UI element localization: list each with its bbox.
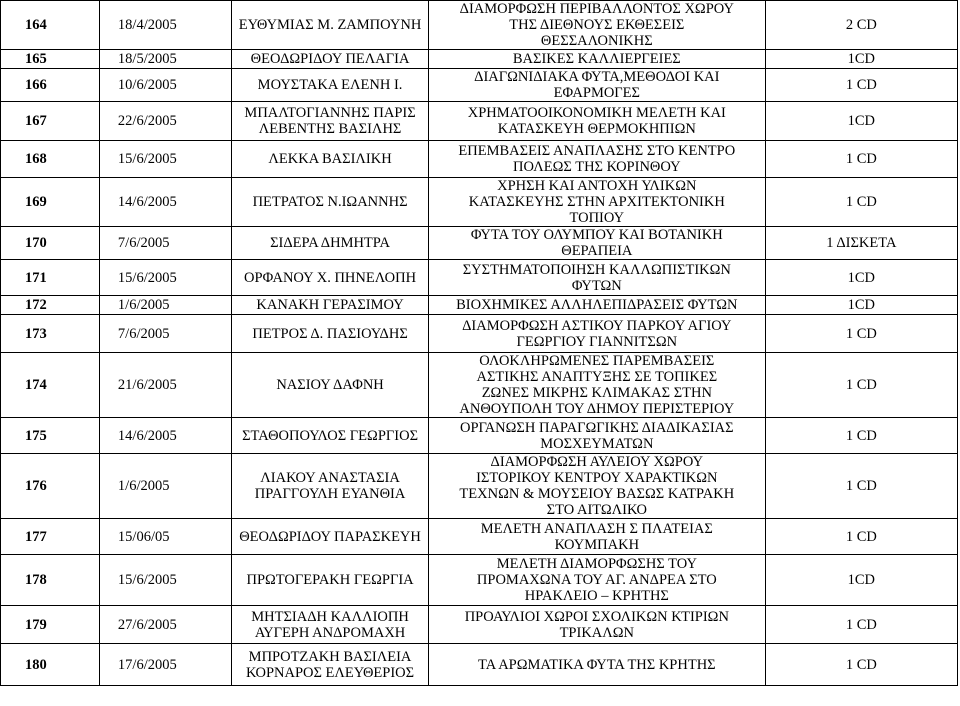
thesis-title-line: ΜΕΛΕΤΗ ΑΝΑΠΛΑΣΗ Σ ΠΛΑΤΕΙΑΣ xyxy=(480,520,713,537)
student-names xyxy=(232,141,429,178)
media-type: 1CD xyxy=(765,102,957,141)
media-type: 1CD xyxy=(765,555,957,606)
row-number: 180 xyxy=(1,644,100,686)
row-date: 14/6/2005 xyxy=(99,178,231,227)
student-name-line: ΜΗΤΣΙΑΔΗ ΚΑΛΛΙΟΠΗ xyxy=(251,608,409,625)
thesis-title-line: ΣΤΟ ΑΙΤΩΛΙΚΟ xyxy=(546,502,647,518)
student-name-line: ΣΤΑΘΟΠΟΥΛΟΣ ΓΕΩΡΓΙΟΣ xyxy=(242,427,419,444)
thesis-title-line: ΤΑ ΑΡΩΜΑΤΙΚΑ ΦΥΤΑ ΤΗΣ ΚΡΗΤΗΣ xyxy=(478,656,716,673)
thesis-title xyxy=(428,296,765,315)
student-names xyxy=(232,454,429,519)
row-number: 167 xyxy=(1,102,100,141)
row-number: 175 xyxy=(1,418,100,454)
thesis-title-line: ΑΣΤΙΚΗΣ ΑΝΑΠΤΥΞΗΣ ΣΕ ΤΟΠΙΚΕΣ xyxy=(476,369,718,385)
row-date: 21/6/2005 xyxy=(99,353,231,418)
student-names xyxy=(232,50,429,69)
thesis-title-line: ΤΗΣ ΔΙΕΘΝΟΥΣ ΕΚΘΕΣΕΙΣ xyxy=(509,17,685,33)
table-row xyxy=(1,1,958,50)
row-date: 10/6/2005 xyxy=(99,69,231,102)
student-name-line: ΘΕΟΔΩΡΙΔΟΥ ΠΑΡΑΣΚΕΥΗ xyxy=(239,528,421,545)
row-number: 176 xyxy=(1,454,100,519)
thesis-title-line: ΓΕΩΡΓΙΟΥ ΓΙΑΝΝΙΤΣΩΝ xyxy=(516,333,678,350)
thesis-title-line: ΔΙΑΜΟΡΦΩΣΗ ΑΥΛΕΙΟΥ ΧΩΡΟΥ xyxy=(490,454,704,470)
table-row xyxy=(1,141,958,178)
thesis-title-line: ΤΟΠΙΟΥ xyxy=(569,210,625,226)
thesis-title-line: ΟΡΓΑΝΩΣΗ ΠΑΡΑΓΩΓΙΚΗΣ ΔΙΑΔΙΚΑΣΙΑΣ xyxy=(460,419,734,436)
row-date: 15/6/2005 xyxy=(99,260,231,296)
table-row xyxy=(1,454,958,519)
row-number: 178 xyxy=(1,555,100,606)
media-type: 1CD xyxy=(765,260,957,296)
thesis-title xyxy=(428,555,765,606)
student-name-line: ΠΡΑΓΓΟΥΛΗ ΕΥΑΝΘΙΑ xyxy=(254,486,406,502)
thesis-title-line: ΧΡΗΜΑΤΟΟΙΚΟΝΟΜΙΚΗ ΜΕΛΕΤΗ ΚΑΙ xyxy=(467,105,726,121)
table-row xyxy=(1,102,958,141)
thesis-title xyxy=(428,260,765,296)
thesis-title-line: ΒΙΟΧΗΜΙΚΕΣ ΑΛΛΗΛΕΠΙΔΡΑΣΕΙΣ ΦΥΤΩΝ xyxy=(456,297,738,313)
media-type: 1 CD xyxy=(765,519,957,555)
thesis-title xyxy=(428,644,765,686)
thesis-title-line: ΙΣΤΟΡΙΚΟΥ ΚΕΝΤΡΟΥ ΧΑΡΑΚΤΙΚΩΝ xyxy=(476,470,718,486)
student-names xyxy=(232,353,429,418)
row-date: 15/6/2005 xyxy=(99,555,231,606)
thesis-title xyxy=(428,102,765,141)
thesis-title xyxy=(428,418,765,454)
student-names xyxy=(232,260,429,296)
row-number: 177 xyxy=(1,519,100,555)
media-type: 1 CD xyxy=(765,315,957,353)
media-type: 2 CD xyxy=(765,1,957,50)
student-names xyxy=(232,644,429,686)
thesis-title xyxy=(428,69,765,102)
thesis-title xyxy=(428,141,765,178)
table-row xyxy=(1,519,958,555)
student-name-line: ΟΡΦΑΝΟΥ Χ. ΠΗΝΕΛΟΠΗ xyxy=(244,269,417,286)
student-names xyxy=(232,606,429,644)
media-type: 1 CD xyxy=(765,606,957,644)
student-names xyxy=(232,555,429,606)
row-date: 18/5/2005 xyxy=(99,50,231,69)
thesis-title-line: ΕΦΑΡΜΟΓΕΣ xyxy=(553,85,640,101)
row-number: 169 xyxy=(1,178,100,227)
student-names xyxy=(232,1,429,50)
thesis-title xyxy=(428,1,765,50)
table-row xyxy=(1,178,958,227)
thesis-title-line: ΖΩΝΕΣ ΜΙΚΡΗΣ ΚΛΙΜΑΚΑΣ ΣΤΗΝ xyxy=(481,385,712,401)
student-name-line: ΛΕΒΕΝΤΗΣ ΒΑΣΙΛΗΣ xyxy=(258,121,402,137)
media-type: 1CD xyxy=(765,296,957,315)
thesis-title xyxy=(428,606,765,644)
thesis-title-line: ΠΟΛΕΩΣ ΤΗΣ ΚΟΡΙΝΘΟΥ xyxy=(513,159,681,175)
student-name-line: ΑΥΓΕΡΗ ΑΝΔΡΟΜΑΧΗ xyxy=(254,624,406,641)
student-names xyxy=(232,315,429,353)
student-name-line: ΕΥΘΥΜΙΑΣ Μ. ΖΑΜΠΟΥΝΗ xyxy=(238,17,422,33)
thesis-title-line: ΤΡΙΚΑΛΩΝ xyxy=(559,624,635,641)
thesis-title-line: ΚΟΥΜΠΑΚΗ xyxy=(554,536,640,553)
thesis-title-line: ΜΟΣΧΕΥΜΑΤΩΝ xyxy=(540,435,654,452)
row-number: 164 xyxy=(1,1,100,50)
thesis-title-line: ΚΑΤΑΣΚΕΥΗ ΘΕΡΜΟΚΗΠΙΩΝ xyxy=(497,121,696,137)
row-date: 22/6/2005 xyxy=(99,102,231,141)
student-name-line: ΣΙΔΕΡΑ ΔΗΜΗΤΡΑ xyxy=(270,235,391,251)
media-type: 1 CD xyxy=(765,141,957,178)
thesis-title-line: ΒΑΣΙΚΕΣ ΚΑΛΛΙΕΡΓΕΙΕΣ xyxy=(512,51,681,67)
student-name-line: ΘΕΟΔΩΡΙΔΟΥ ΠΕΛΑΓΙΑ xyxy=(250,51,410,67)
thesis-title-line: ΠΡΟΑΥΛΙΟΙ ΧΩΡΟΙ ΣΧΟΛΙΚΩΝ ΚΤΙΡΙΩΝ xyxy=(464,608,729,625)
media-type: 1 ΔΙΣΚΕΤΑ xyxy=(765,227,957,260)
student-name-line: ΝΑΣΙΟΥ ΔΑΦΝΗ xyxy=(276,377,384,393)
row-date: 15/6/2005 xyxy=(99,141,231,178)
media-type: 1CD xyxy=(765,50,957,69)
student-name-line: ΚΟΡΝΑΡΟΣ ΕΛΕΥΘΕΡΙΟΣ xyxy=(246,664,415,681)
row-date: 1/6/2005 xyxy=(99,296,231,315)
student-name-line: ΜΠΑΛΤΟΓΙΑΝΝΗΣ ΠΑΡΙΣ xyxy=(244,105,416,121)
thesis-title-line: ΠΡΟΜΑΧΩΝΑ ΤΟΥ ΑΓ. ΑΝΔΡΕΑ ΣΤΟ xyxy=(476,572,717,588)
table-row xyxy=(1,606,958,644)
student-names xyxy=(232,296,429,315)
student-names xyxy=(232,69,429,102)
thesis-title xyxy=(428,178,765,227)
table-row xyxy=(1,260,958,296)
row-number: 172 xyxy=(1,296,100,315)
media-type: 1 CD xyxy=(765,353,957,418)
row-date: 7/6/2005 xyxy=(99,227,231,260)
table-row xyxy=(1,315,958,353)
thesis-title-line: ΔΙΑΓΩΝΙΔΙΑΚΑ ΦΥΤΑ,ΜΕΘΟΔΟΙ ΚΑΙ xyxy=(474,69,720,85)
thesis-title xyxy=(428,50,765,69)
thesis-title-line: ΘΕΣΣΑΛΟΝΙΚΗΣ xyxy=(540,33,653,49)
media-type: 1 CD xyxy=(765,454,957,519)
thesis-title xyxy=(428,315,765,353)
thesis-title-line: ΣΥΣΤΗΜΑΤΟΠΟΙΗΣΗ ΚΑΛΛΩΠΙΣΤΙΚΩΝ xyxy=(462,261,731,278)
thesis-title xyxy=(428,454,765,519)
row-number: 171 xyxy=(1,260,100,296)
thesis-title xyxy=(428,519,765,555)
thesis-title-line: ΔΙΑΜΟΡΦΩΣΗ ΑΣΤΙΚΟΥ ΠΑΡΚΟΥ ΑΓΙΟΥ xyxy=(462,317,732,334)
row-number: 166 xyxy=(1,69,100,102)
student-names xyxy=(232,519,429,555)
student-name-line: ΠΕΤΡΟΣ Δ. ΠΑΣΙΟΥΔΗΣ xyxy=(252,325,408,342)
table-row xyxy=(1,227,958,260)
student-names xyxy=(232,418,429,454)
table-row xyxy=(1,296,958,315)
thesis-title-line: ΦΥΤΑ ΤΟΥ ΟΛΥΜΠΟΥ ΚΑΙ ΒΟΤΑΝΙΚΗ xyxy=(470,227,723,243)
row-number: 179 xyxy=(1,606,100,644)
thesis-title-line: ΦΥΤΩΝ xyxy=(571,277,622,294)
thesis-title xyxy=(428,227,765,260)
row-date: 18/4/2005 xyxy=(99,1,231,50)
thesis-title-line: ΗΡΑΚΛΕΙΟ – ΚΡΗΤΗΣ xyxy=(524,588,669,604)
row-number: 170 xyxy=(1,227,100,260)
row-date: 7/6/2005 xyxy=(99,315,231,353)
thesis-title-line: ΧΡΗΣΗ ΚΑΙ ΑΝΤΟΧΗ ΥΛΙΚΩΝ xyxy=(497,178,697,194)
media-type: 1 CD xyxy=(765,418,957,454)
table-row xyxy=(1,353,958,418)
thesis-title-line: ΟΛΟΚΛΗΡΩΜΕΝΕΣ ΠΑΡΕΜΒΑΣΕΙΣ xyxy=(479,353,715,369)
table-row xyxy=(1,50,958,69)
row-number: 173 xyxy=(1,315,100,353)
student-name-line: ΜΟΥΣΤΑΚΑ ΕΛΕΝΗ Ι. xyxy=(257,77,403,93)
thesis-title-line: ΔΙΑΜΟΡΦΩΣΗ ΠΕΡΙΒΑΛΛΟΝΤΟΣ ΧΩΡΟΥ xyxy=(459,1,734,17)
thesis-title-line: ΘΕΡΑΠΕΙΑ xyxy=(561,243,633,259)
media-type: 1 CD xyxy=(765,644,957,686)
table-row xyxy=(1,418,958,454)
row-number: 165 xyxy=(1,50,100,69)
media-type: 1 CD xyxy=(765,69,957,102)
thesis-title-line: ΚΑΤΑΣΚΕΥΗΣ ΣΤΗΝ ΑΡΧΙΤΕΚΤΟΝΙΚΗ xyxy=(468,194,725,210)
row-date: 14/6/2005 xyxy=(99,418,231,454)
thesis-title xyxy=(428,353,765,418)
row-date: 17/6/2005 xyxy=(99,644,231,686)
student-name-line: ΛΙΑΚΟΥ ΑΝΑΣΤΑΣΙΑ xyxy=(260,470,400,486)
row-number: 174 xyxy=(1,353,100,418)
row-date: 27/6/2005 xyxy=(99,606,231,644)
student-name-line: ΠΡΩΤΟΓΕΡΑΚΗ ΓΕΩΡΓΙΑ xyxy=(246,572,414,588)
table-row xyxy=(1,69,958,102)
student-name-line: ΜΠΡΟΤΖΑΚΗ ΒΑΣΙΛΕΙΑ xyxy=(248,648,412,665)
thesis-title-line: ΜΕΛΕΤΗ ΔΙΑΜΟΡΦΩΣΗΣ ΤΟΥ xyxy=(496,556,697,572)
row-date: 15/06/05 xyxy=(99,519,231,555)
student-names xyxy=(232,102,429,141)
student-name-line: ΛΕΚΚΑ ΒΑΣΙΛΙΚΗ xyxy=(268,151,392,167)
thesis-title-line: ΑΝΘΟΥΠΟΛΗ ΤΟΥ ΔΗΜΟΥ ΠΕΡΙΣΤΕΡΙΟΥ xyxy=(459,401,735,417)
row-number: 168 xyxy=(1,141,100,178)
student-name-line: ΚΑΝΑΚΗ ΓΕΡΑΣΙΜΟΥ xyxy=(256,297,404,313)
thesis-title-line: ΕΠΕΜΒΑΣΕΙΣ ΑΝΑΠΛΑΣΗΣ ΣΤΟ ΚΕΝΤΡΟ xyxy=(458,143,736,159)
student-names xyxy=(232,178,429,227)
media-type: 1 CD xyxy=(765,178,957,227)
table-row xyxy=(1,644,958,686)
table-row xyxy=(1,555,958,606)
student-names xyxy=(232,227,429,260)
row-date: 1/6/2005 xyxy=(99,454,231,519)
table-body xyxy=(1,1,958,686)
student-name-line: ΠΕΤΡΑΤΟΣ Ν.ΙΩΑΝΝΗΣ xyxy=(252,194,408,210)
thesis-title-line: ΤΕΧΝΩΝ & ΜΟΥΣΕΙΟΥ ΒΑΣΩΣ ΚΑΤΡΑΚΗ xyxy=(459,486,735,502)
